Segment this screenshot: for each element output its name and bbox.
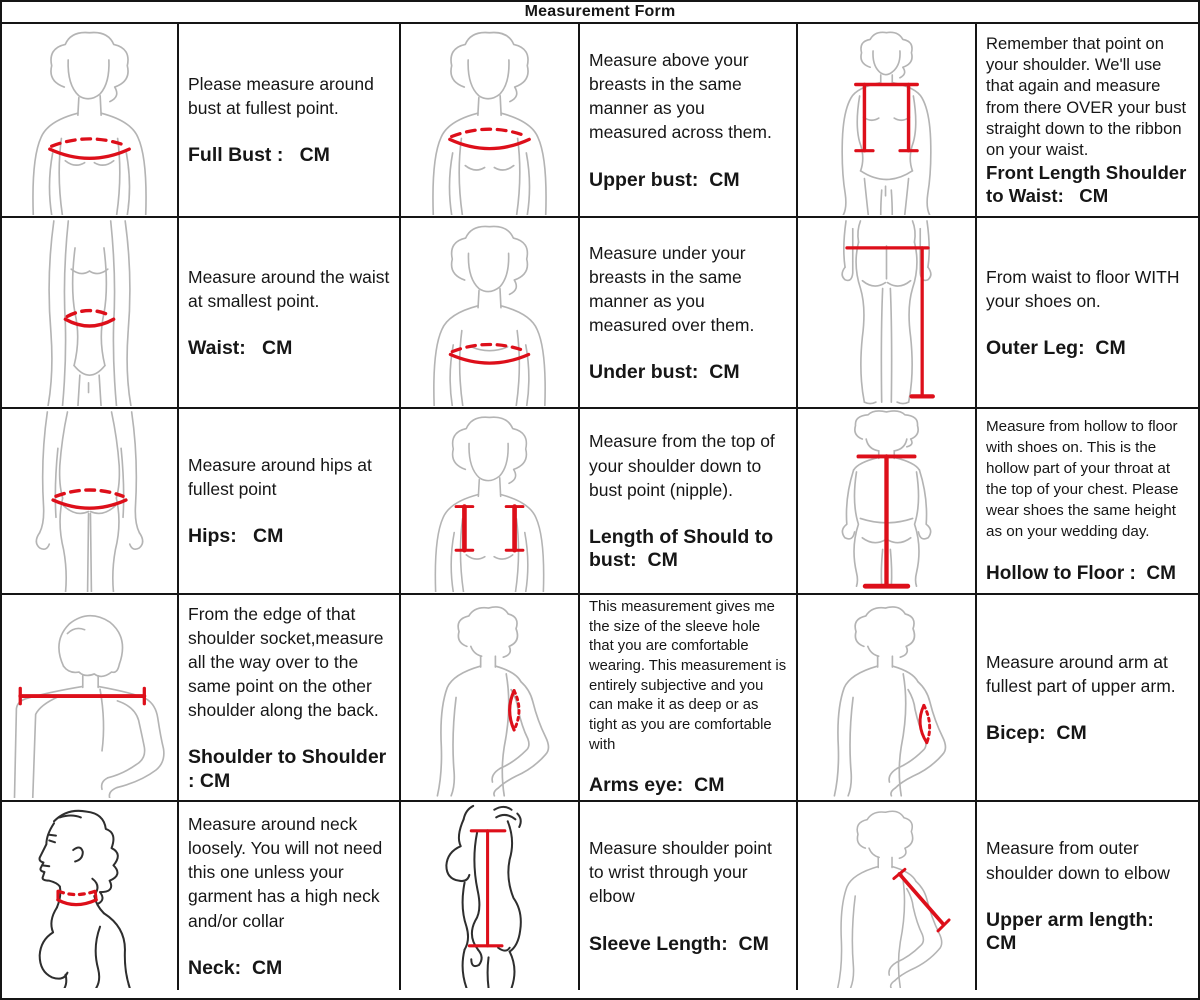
sleeve-length-label: Sleeve Length: CM [589,932,769,955]
cell-under-bust [580,218,798,409]
woman-front-upper-bust-ellipse-icon [402,25,577,215]
arms-eye-label: Arms eye: CM [589,773,725,796]
figure-front-length [798,24,977,218]
cell-outer-leg [977,218,1198,409]
full-bust-description: Please measure around bust at fullest point. [188,74,379,119]
upper-arm-length-description: Measure from outer shoulder down to elbow [986,838,1170,883]
legs-back-outer-leg-line-icon [799,219,974,406]
outer-leg-label: Outer Leg: CM [986,336,1126,359]
cell-neck [179,802,401,990]
neck-label: Neck: CM [188,956,283,979]
cell-upper-arm-length [977,802,1198,990]
shoulder-to-bust-label: Length of Should to bust: CM [589,525,779,572]
hollow-to-floor-description: Measure from hollow to floor with shoes on. This is the hollow part of your throat at the top of your chest. Please wear shoes the same height as on your wedding day. [986,417,1183,540]
hips-front-hip-ellipse-icon [2,410,177,592]
figure-shoulder-to-bust [401,409,580,595]
arms-eye-description: This measurement gives me the size of the sleeve hole that you are comfortable wearing. This measurement is entirely subjective and you can make it as deep or as tight as you are comfortable with [589,599,791,753]
figure-upper-arm-length [798,802,977,990]
waist-description: Measure around the waist at smallest point. [188,266,395,311]
back-bicep-ellipse-icon [799,597,974,798]
figure-full-bust [2,24,179,218]
figure-arms-eye [401,595,580,802]
cell-bicep [977,595,1198,802]
woman-back-hollow-to-floor-icon [799,410,974,592]
figure-upper-bust [401,24,580,218]
side-shoulder-to-wrist-icon [402,804,577,988]
woman-front-shoulder-to-waist-icon [799,25,974,215]
cell-upper-bust [580,24,798,218]
back-shoulder-to-shoulder-icon [2,597,177,798]
profile-neck-band-icon [2,804,177,988]
back-armhole-ellipse-icon [402,597,577,798]
under-bust-label: Under bust: CM [589,361,740,384]
cell-shoulder-to-shoulder [179,595,401,802]
cell-hollow-to-floor [977,409,1198,595]
front-length-description: Remember that point on your shoulder. We'll use that again and measure from there OVER your bust straight down to the ribbon on your waist. [986,33,1191,160]
under-bust-description: Measure under your breasts in the same manner as you measured over them. [589,242,755,335]
figure-hips [2,409,179,595]
measurement-table [2,24,1198,990]
page-title: Measurement Form [2,2,1198,24]
front-length-label: Front Length Shoulder to Waist: CM [986,162,1192,206]
woman-front-under-bust-ellipse-icon [402,219,577,406]
hips-description: Measure around hips at fullest point [188,455,377,500]
sleeve-length-description: Measure shoulder point to wrist through your elbow [589,838,777,907]
back-shoulder-to-elbow-icon [799,804,974,988]
woman-front-shoulder-to-bust-bars-icon [402,410,577,592]
figure-waist [2,218,179,409]
full-bust-label: Full Bust : CM [188,144,330,167]
shoulder-to-shoulder-description: From the edge of that shoulder socket,measure all the way over to the same point on the other shoulder along the back. [188,603,389,721]
cell-shoulder-to-bust [580,409,798,595]
cell-arms-eye [580,595,798,802]
figure-under-bust [401,218,580,409]
shoulder-to-bust-description: Measure from the top of your shoulder down to bust point (nipple). [589,431,780,500]
torso-front-waist-ellipse-icon [2,219,177,406]
upper-bust-description: Measure above your breasts in the same manner as you measured across them. [589,50,772,143]
figure-bicep [798,595,977,802]
woman-front-bust-ellipse-icon [2,25,177,215]
outer-leg-description: From waist to floor WITH your shoes on. [986,266,1185,311]
cell-sleeve-length [580,802,798,990]
upper-arm-length-label: Upper arm length: CM [986,908,1165,955]
figure-sleeve-length [401,802,580,990]
neck-description: Measure around neck loosely. You will not need this one unless your garment has a high neck and/or collar [188,813,388,931]
bicep-label: Bicep: CM [986,721,1087,744]
cell-full-bust [179,24,401,218]
figure-hollow-to-floor [798,409,977,595]
upper-bust-label: Upper bust: CM [589,168,740,191]
bicep-description: Measure around arm at fullest part of upper arm. [986,651,1176,696]
shoulder-to-shoulder-label: Shoulder to Shoulder : CM [188,746,392,792]
cell-waist [179,218,401,409]
hips-label: Hips: CM [188,525,284,548]
cell-hips [179,409,401,595]
figure-outer-leg [798,218,977,409]
figure-neck [2,802,179,990]
cell-front-length [977,24,1198,218]
waist-label: Waist: CM [188,336,293,359]
hollow-to-floor-label: Hollow to Floor : CM [986,562,1176,584]
figure-shoulder-to-shoulder [2,595,179,802]
